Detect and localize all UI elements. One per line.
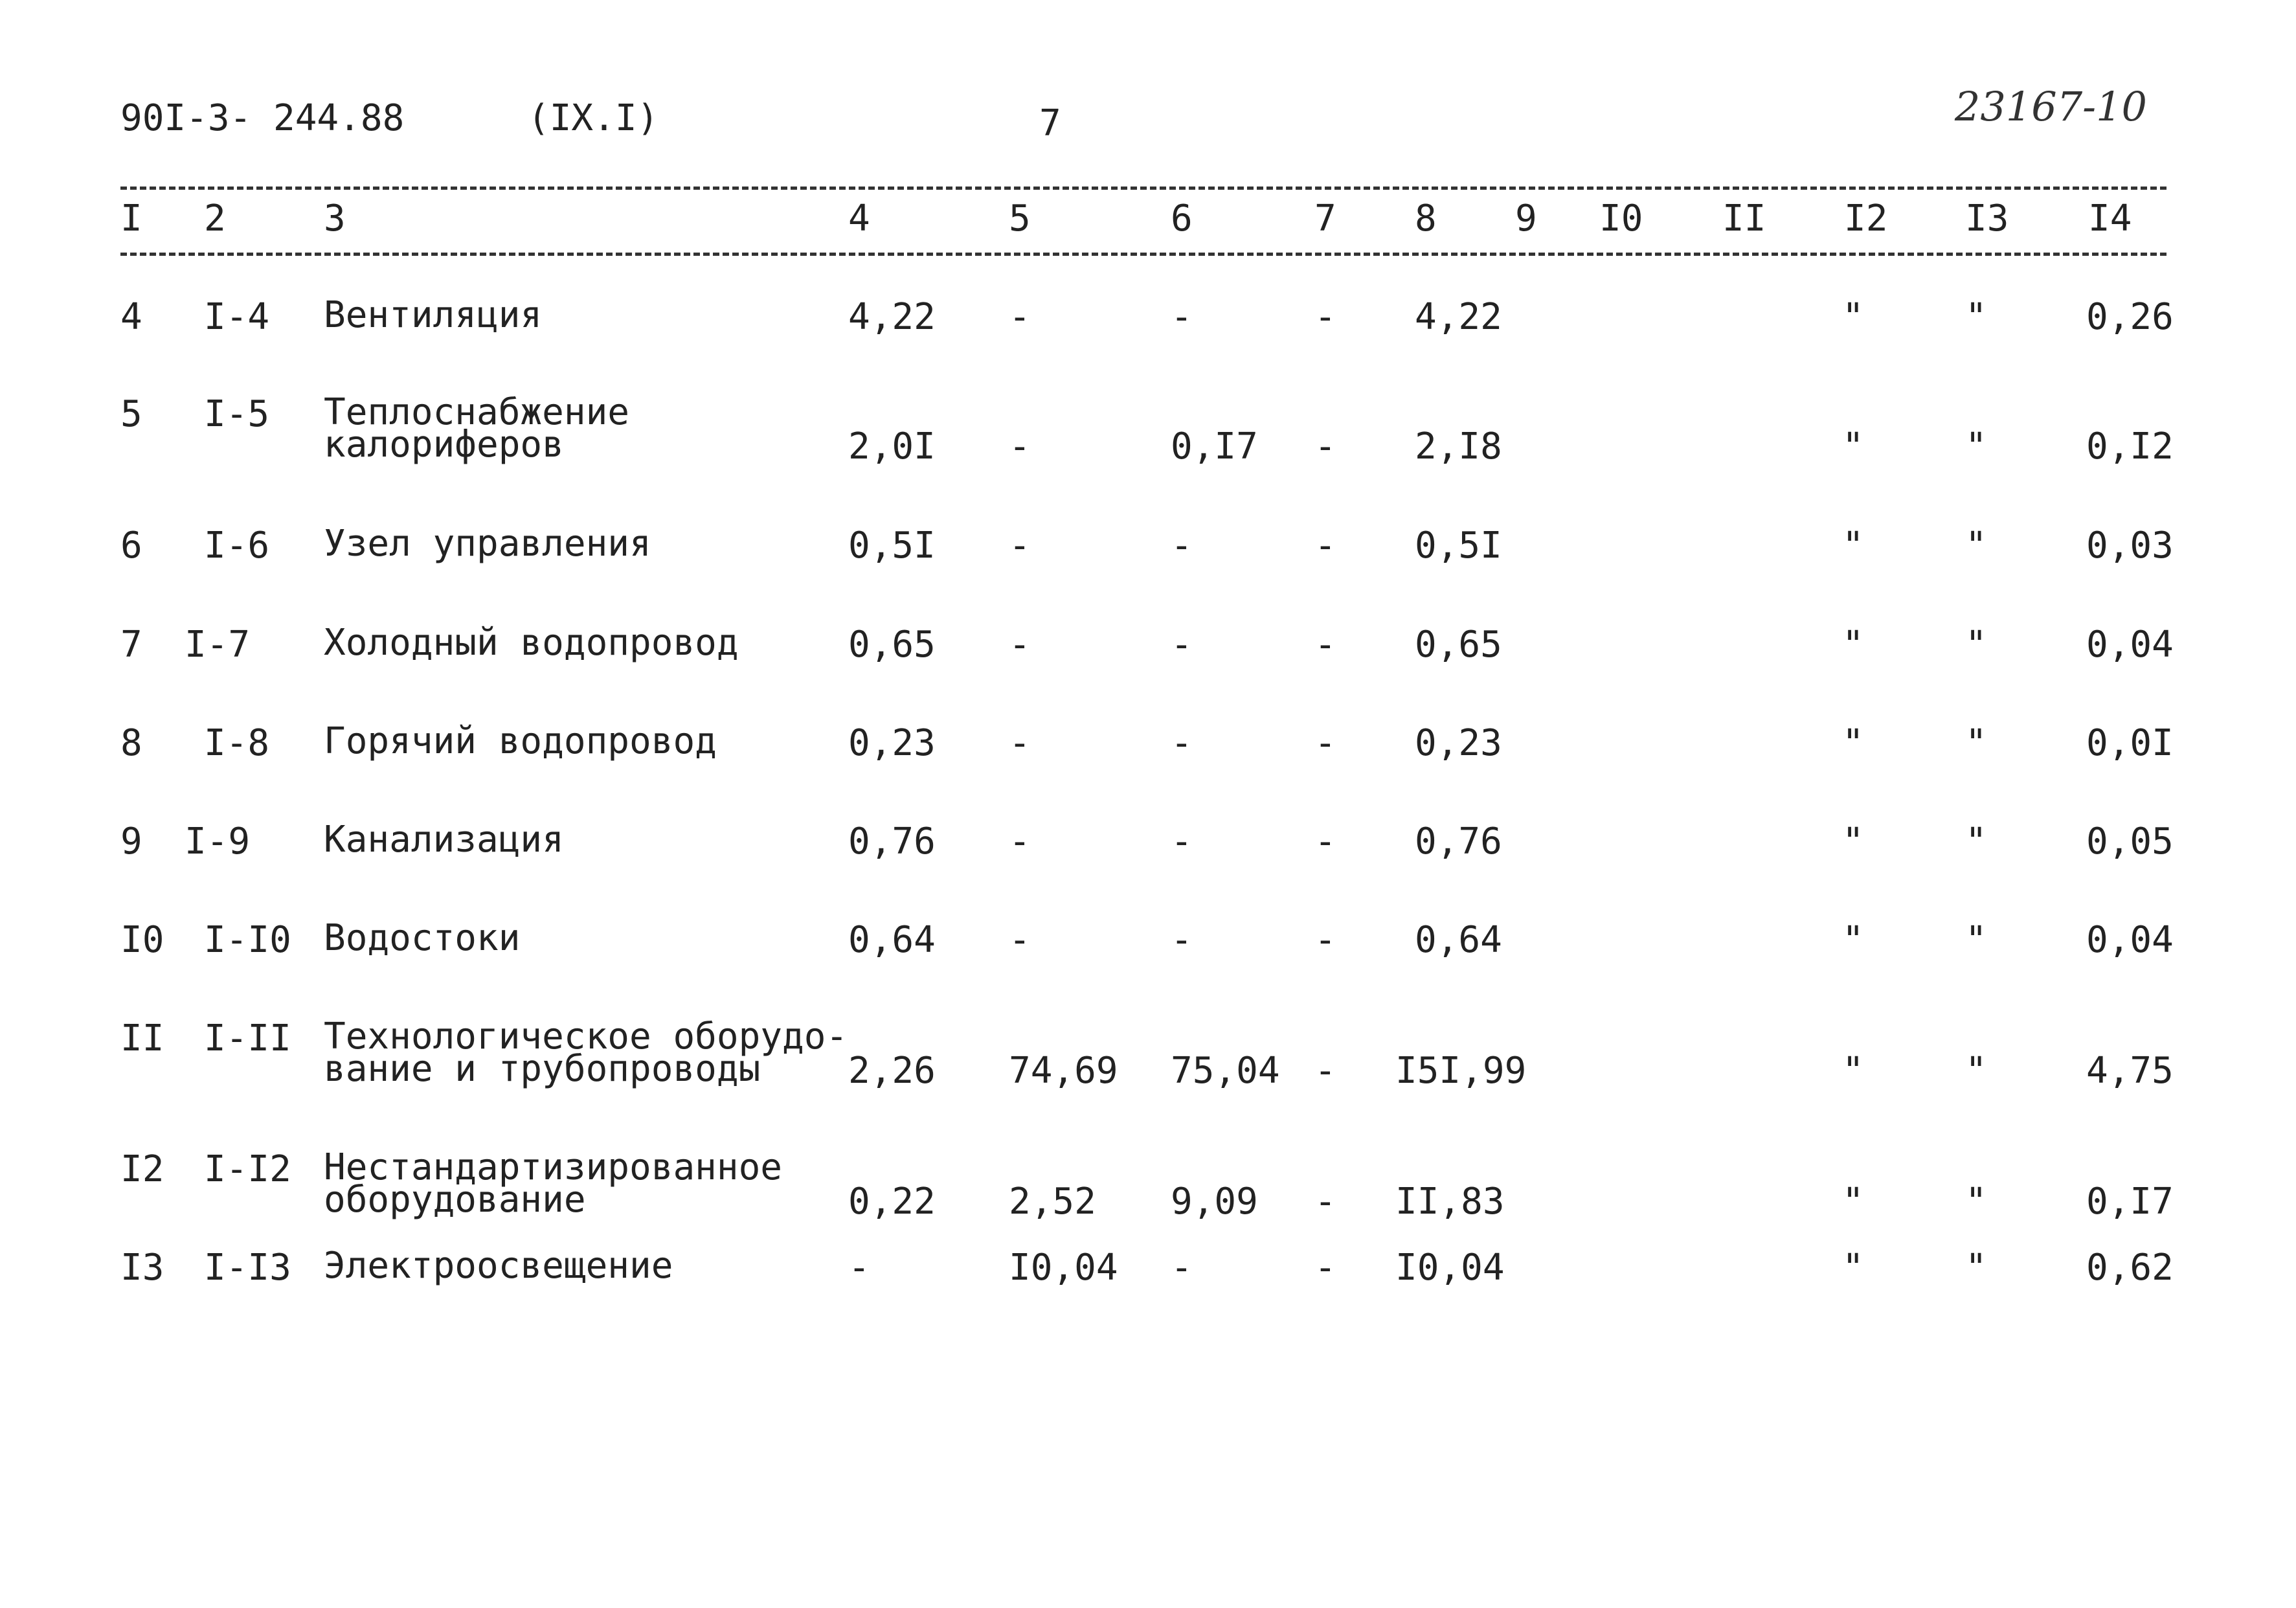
document-code: 90I-3- 244.88 — [120, 97, 405, 139]
cell-no: I2 — [120, 1148, 164, 1190]
cell-c8: 0,65 — [1415, 624, 1502, 666]
cell-c8: 0,76 — [1415, 821, 1502, 863]
cell-name: Нестандартизированное оборудование — [324, 1146, 783, 1221]
cell-code: I-I0 — [204, 919, 291, 961]
column-number-10: I0 — [1599, 198, 1643, 240]
page-number: 7 — [1039, 102, 1061, 144]
cell-c13: " — [1965, 1050, 1987, 1092]
cell-c13: " — [1965, 919, 1987, 961]
cell-c7: - — [1314, 525, 1336, 567]
cell-no: 8 — [120, 722, 142, 764]
cell-c6: - — [1171, 296, 1193, 338]
cell-no: I0 — [120, 919, 164, 961]
cell-code: I-4 — [204, 296, 270, 338]
cell-c14: 0,I7 — [2086, 1181, 2174, 1223]
cell-name: Холодный водопровод — [324, 622, 739, 664]
cell-c5: - — [1009, 919, 1031, 961]
cell-c13: " — [1965, 1247, 1987, 1289]
cell-c14: 4,75 — [2086, 1050, 2174, 1092]
cell-c4: 0,65 — [848, 624, 936, 666]
cell-c7: - — [1314, 296, 1336, 338]
cell-c8: I5I,99 — [1395, 1050, 1527, 1092]
cell-c12: " — [1842, 1181, 1864, 1223]
column-number-4: 4 — [848, 198, 870, 240]
cell-c12: " — [1842, 525, 1864, 567]
cell-name: Горячий водопровод — [324, 720, 717, 762]
cell-code: I-5 — [204, 393, 270, 435]
cell-c4: 4,22 — [848, 296, 936, 338]
cell-c6: - — [1171, 722, 1193, 764]
cell-c7: - — [1314, 624, 1336, 666]
cell-c14: 0,04 — [2086, 624, 2174, 666]
cell-code: I-8 — [204, 722, 270, 764]
cell-c14: 0,0I — [2086, 722, 2174, 764]
cell-c4: 0,76 — [848, 821, 936, 863]
cell-c7: - — [1314, 919, 1336, 961]
cell-no: 9 — [120, 821, 142, 863]
cell-c5: - — [1009, 525, 1031, 567]
cell-code: I-7 — [185, 624, 251, 666]
table-header-rule — [120, 253, 2167, 256]
column-number-11: II — [1722, 198, 1766, 240]
cell-name: Вентиляция — [324, 294, 543, 336]
cell-c14: 0,26 — [2086, 296, 2174, 338]
cell-c7: - — [1314, 1247, 1336, 1289]
cell-c7: - — [1314, 425, 1336, 468]
cell-no: 7 — [120, 624, 142, 666]
cell-c5: I0,04 — [1009, 1247, 1118, 1289]
cell-c5: - — [1009, 821, 1031, 863]
column-number-header — [0, 198, 2296, 249]
cell-c14: 0,I2 — [2086, 425, 2174, 468]
cell-c5: 2,52 — [1009, 1181, 1096, 1223]
cell-c13: " — [1965, 296, 1987, 338]
cell-c8: I0,04 — [1395, 1247, 1505, 1289]
cell-no: 4 — [120, 296, 142, 338]
cell-c6: 9,09 — [1171, 1181, 1258, 1223]
cell-code: I-I2 — [204, 1148, 291, 1190]
column-number-5: 5 — [1009, 198, 1031, 240]
column-number-8: 8 — [1415, 198, 1437, 240]
cell-c12: " — [1842, 919, 1864, 961]
cell-c4: 0,23 — [848, 722, 936, 764]
cell-c8: 0,5I — [1415, 525, 1502, 567]
cell-c12: " — [1842, 1247, 1864, 1289]
column-number-1: I — [120, 198, 142, 240]
cell-c5: - — [1009, 296, 1031, 338]
cell-c12: " — [1842, 425, 1864, 468]
cell-name: Водостоки — [324, 917, 521, 959]
cell-code: I-6 — [204, 525, 270, 567]
column-number-2: 2 — [204, 198, 226, 240]
column-number-3: 3 — [324, 198, 346, 240]
cell-c4: - — [848, 1247, 870, 1289]
cell-c4: 0,64 — [848, 919, 936, 961]
cell-name: Электроосвещение — [324, 1245, 673, 1287]
cell-name: Канализация — [324, 819, 564, 861]
cell-c8: 2,I8 — [1415, 425, 1502, 468]
cell-c13: " — [1965, 624, 1987, 666]
cell-c6: 75,04 — [1171, 1050, 1280, 1092]
cell-c7: - — [1314, 821, 1336, 863]
cell-code: I-9 — [185, 821, 251, 863]
column-number-9: 9 — [1515, 198, 1537, 240]
cell-c13: " — [1965, 425, 1987, 468]
cell-c7: - — [1314, 722, 1336, 764]
column-number-14: I4 — [2088, 198, 2132, 240]
cell-c14: 0,03 — [2086, 525, 2174, 567]
cell-c6: - — [1171, 624, 1193, 666]
cell-c5: 74,69 — [1009, 1050, 1118, 1092]
cell-c6: - — [1171, 821, 1193, 863]
cell-c7: - — [1314, 1181, 1336, 1223]
cell-c6: - — [1171, 525, 1193, 567]
column-number-7: 7 — [1314, 198, 1336, 240]
cell-c14: 0,04 — [2086, 919, 2174, 961]
cell-c4: 0,5I — [848, 525, 936, 567]
cell-code: I-I3 — [204, 1247, 291, 1289]
cell-c5: - — [1009, 624, 1031, 666]
table-top-rule — [120, 187, 2167, 190]
cell-c13: " — [1965, 821, 1987, 863]
cell-c4: 2,26 — [848, 1050, 936, 1092]
cell-c12: " — [1842, 722, 1864, 764]
cell-c12: " — [1842, 821, 1864, 863]
cell-no: 5 — [120, 393, 142, 435]
cell-c5: - — [1009, 722, 1031, 764]
cell-c13: " — [1965, 1181, 1987, 1223]
cell-c8: II,83 — [1395, 1181, 1505, 1223]
cell-c14: 0,62 — [2086, 1247, 2174, 1289]
column-number-6: 6 — [1171, 198, 1193, 240]
cell-c12: " — [1842, 296, 1864, 338]
cell-c4: 0,22 — [848, 1181, 936, 1223]
cell-c13: " — [1965, 722, 1987, 764]
cell-c6: - — [1171, 1247, 1193, 1289]
cell-code: I-II — [204, 1017, 291, 1059]
cell-name: Технологическое оборудо- вание и трубопроводы — [324, 1015, 848, 1090]
cell-c12: " — [1842, 624, 1864, 666]
column-number-13: I3 — [1965, 198, 2009, 240]
cell-c8: 0,23 — [1415, 722, 1502, 764]
cell-c13: " — [1965, 525, 1987, 567]
cell-c4: 2,0I — [848, 425, 936, 468]
archive-number: 23167-10 — [1954, 83, 2147, 130]
cell-no: I3 — [120, 1247, 164, 1289]
cell-name: Теплоснабжение калориферов — [324, 391, 630, 466]
cell-c7: - — [1314, 1050, 1336, 1092]
cell-c6: 0,I7 — [1171, 425, 1258, 468]
cell-name: Узел управления — [324, 523, 651, 565]
sheet-code: (IX.I) — [528, 97, 659, 139]
cell-c12: " — [1842, 1050, 1864, 1092]
cell-c8: 4,22 — [1415, 296, 1502, 338]
cell-no: II — [120, 1017, 164, 1059]
cell-c14: 0,05 — [2086, 821, 2174, 863]
cell-c6: - — [1171, 919, 1193, 961]
cell-c5: - — [1009, 425, 1031, 468]
cell-no: 6 — [120, 525, 142, 567]
cell-c8: 0,64 — [1415, 919, 1502, 961]
column-number-12: I2 — [1844, 198, 1888, 240]
